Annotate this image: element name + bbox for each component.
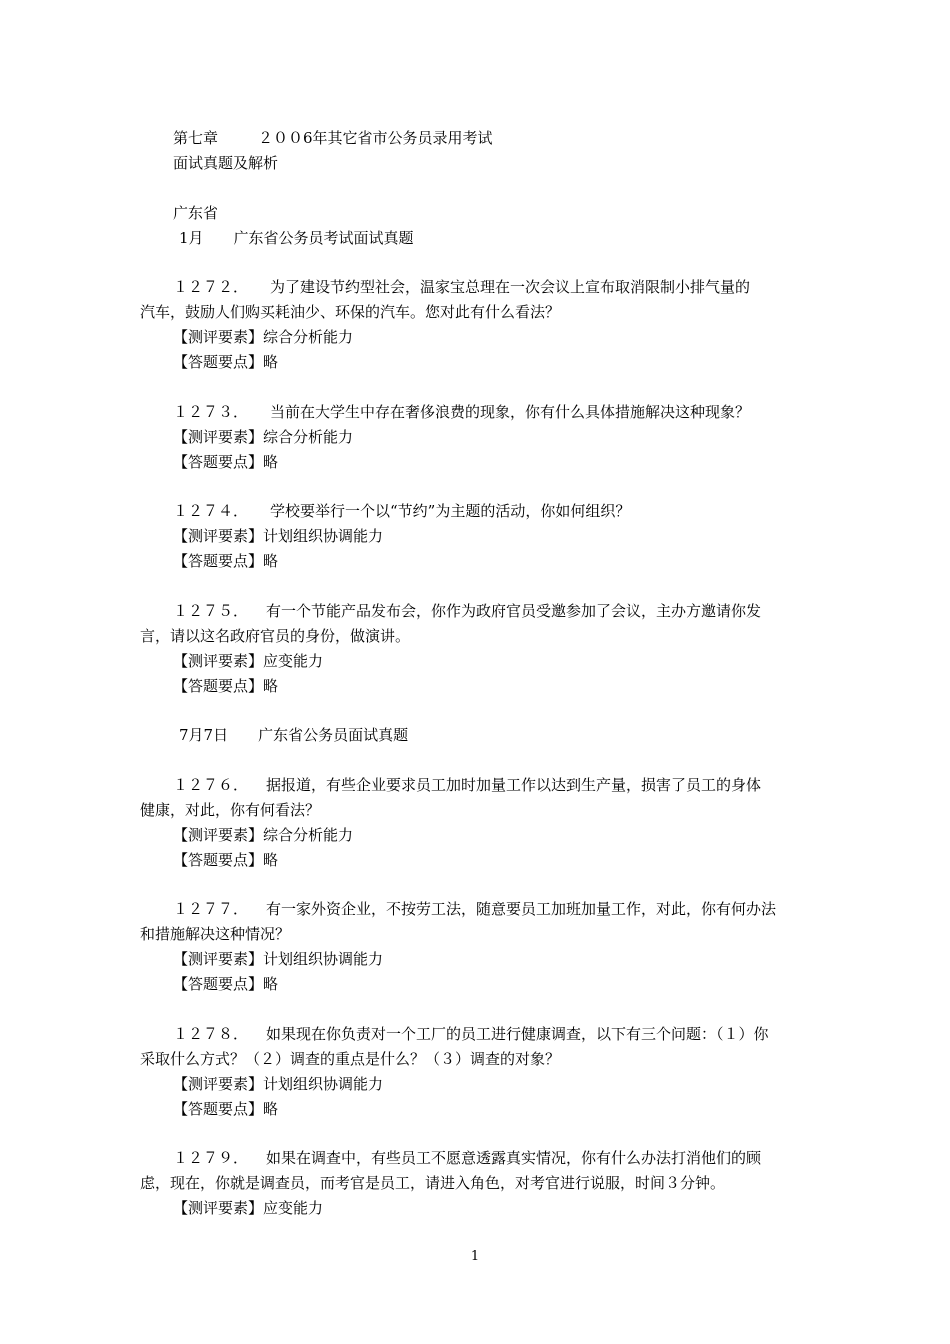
section-title: 广东省公务员面试真题 bbox=[258, 726, 409, 744]
question-text-cont: 虑，现在，你就是调查员，而考官是员工，请进入角色，对考官进行说服，时间３分钟。 bbox=[140, 1174, 726, 1192]
answer-points: 【答题要点】略 bbox=[173, 851, 279, 869]
province-heading: 广东省 bbox=[173, 204, 219, 222]
question-number: １２７７． bbox=[173, 900, 249, 918]
question-number: １２７３． bbox=[173, 403, 249, 421]
answer-points: 【答题要点】略 bbox=[173, 677, 279, 695]
question-text-cont: 汽车，鼓励人们购买耗油少、环保的汽车。您对此有什么看法？ bbox=[140, 303, 561, 321]
chapter-heading bbox=[173, 128, 493, 148]
eval-element: 【测评要素】计划组织协调能力 bbox=[173, 527, 384, 545]
section-date: 7月7日 bbox=[179, 726, 229, 744]
eval-element: 【测评要素】计划组织协调能力 bbox=[173, 1075, 384, 1093]
question-text: 当前在大学生中存在奢侈浪费的现象，你有什么具体措施解决这种现象？ bbox=[270, 403, 751, 421]
question-text-cont: 言，请以这名政府官员的身份，做演讲。 bbox=[140, 627, 411, 645]
question-line bbox=[173, 899, 776, 919]
question-text: 为了建设节约型社会，温家宝总理在一次会议上宣布取消限制小排气量的 bbox=[270, 278, 751, 296]
question-line bbox=[173, 501, 630, 521]
eval-element: 【测评要素】应变能力 bbox=[173, 652, 324, 670]
chapter-title: ２００6年其它省市公务员录用考试 bbox=[258, 129, 493, 147]
question-line bbox=[173, 601, 761, 621]
question-line bbox=[173, 775, 761, 795]
question-line bbox=[173, 1024, 769, 1044]
question-text: 如果在调查中，有些员工不愿意透露真实情况，你有什么办法打消他们的顾 bbox=[266, 1149, 762, 1167]
question-text: 据报道，有些企业要求员工加时加量工作以达到生产量，损害了员工的身体 bbox=[266, 776, 762, 794]
answer-points: 【答题要点】略 bbox=[173, 353, 279, 371]
chapter-subtitle: 面试真题及解析 bbox=[173, 154, 279, 172]
question-line bbox=[173, 402, 750, 422]
question-text: 学校要举行一个以“节约”为主题的活动，你如何组织？ bbox=[270, 502, 631, 520]
question-text-cont: 采取什么方式？（２）调查的重点是什么？（３）调查的对象？ bbox=[140, 1050, 561, 1068]
question-number: １２７４． bbox=[173, 502, 249, 520]
question-text-cont: 和措施解决这种情况？ bbox=[140, 925, 291, 943]
chapter-label: 第七章 bbox=[173, 129, 219, 147]
question-text: 有一家外资企业，不按劳工法，随意要员工加班加量工作，对此，你有何办法 bbox=[266, 900, 777, 918]
question-number: １２７９． bbox=[173, 1149, 249, 1167]
answer-points: 【答题要点】略 bbox=[173, 552, 279, 570]
eval-element: 【测评要素】应变能力 bbox=[173, 1199, 324, 1217]
section-date: 1月 bbox=[179, 229, 204, 247]
question-number: １２７５． bbox=[173, 602, 249, 620]
question-number: １２７６． bbox=[173, 776, 249, 794]
page-number: 1 bbox=[470, 1249, 480, 1264]
answer-points: 【答题要点】略 bbox=[173, 453, 279, 471]
question-line bbox=[173, 277, 750, 297]
eval-element: 【测评要素】综合分析能力 bbox=[173, 328, 354, 346]
question-text: 有一个节能产品发布会，你作为政府官员受邀参加了会议，主办方邀请你发 bbox=[266, 602, 762, 620]
question-line bbox=[173, 1148, 761, 1168]
question-text-cont: 健康，对此，你有何看法？ bbox=[140, 801, 321, 819]
answer-points: 【答题要点】略 bbox=[173, 975, 279, 993]
question-number: １２７８． bbox=[173, 1025, 249, 1043]
eval-element: 【测评要素】综合分析能力 bbox=[173, 826, 354, 844]
question-text: 如果现在你负责对一个工厂的员工进行健康调查，以下有三个问题：（１）你 bbox=[266, 1025, 769, 1043]
question-number: １２７２． bbox=[173, 278, 249, 296]
eval-element: 【测评要素】综合分析能力 bbox=[173, 428, 354, 446]
section-title: 广东省公务员考试面试真题 bbox=[233, 229, 414, 247]
section-heading bbox=[173, 228, 414, 248]
section-heading bbox=[173, 725, 408, 745]
eval-element: 【测评要素】计划组织协调能力 bbox=[173, 950, 384, 968]
answer-points: 【答题要点】略 bbox=[173, 1100, 279, 1118]
